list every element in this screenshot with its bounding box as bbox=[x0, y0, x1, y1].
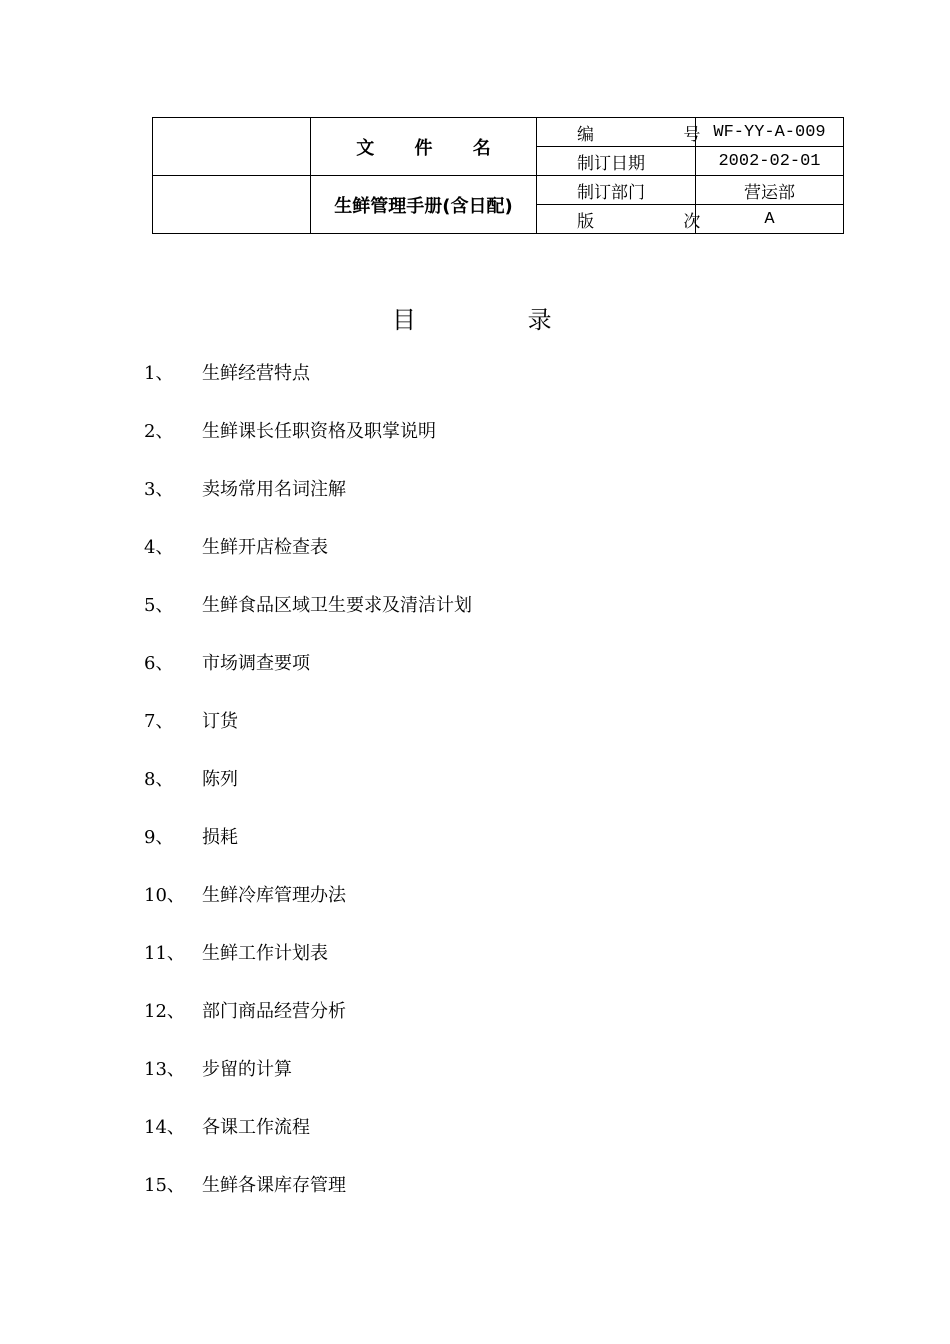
toc-item-number: 3、 bbox=[144, 479, 174, 500]
toc-item-text: 部门商品经营分析 bbox=[202, 1001, 346, 1022]
toc-item-text: 订货 bbox=[202, 711, 238, 732]
toc-item-text: 生鲜开店检查表 bbox=[202, 537, 328, 558]
toc-item-text: 生鲜冷库管理办法 bbox=[202, 885, 346, 906]
toc-item bbox=[144, 941, 472, 999]
toc-item bbox=[144, 1173, 472, 1231]
toc-item-number: 6、 bbox=[144, 653, 174, 674]
toc-item-text: 各课工作流程 bbox=[202, 1117, 310, 1138]
toc-item-number: 8、 bbox=[144, 769, 174, 790]
doc-label: 文 件 名 bbox=[356, 137, 508, 159]
blank-cell bbox=[153, 176, 311, 234]
field-label-date: 制订日期 bbox=[537, 147, 696, 176]
field-label-number: 编 号 bbox=[537, 118, 696, 147]
toc-item-text: 步留的计算 bbox=[202, 1059, 292, 1080]
toc-item bbox=[144, 477, 472, 535]
toc-item-number: 15、 bbox=[144, 1175, 185, 1196]
toc-item bbox=[144, 1057, 472, 1115]
toc-title: 目 录 bbox=[392, 306, 604, 334]
toc-list bbox=[144, 361, 472, 1231]
toc-item-text: 生鲜课长任职资格及职掌说明 bbox=[202, 421, 436, 442]
toc-item-number: 10、 bbox=[144, 885, 185, 906]
toc-item-text: 生鲜工作计划表 bbox=[202, 943, 328, 964]
toc-item-text: 陈列 bbox=[202, 769, 238, 790]
toc-item bbox=[144, 709, 472, 767]
toc-item-number: 1、 bbox=[144, 363, 174, 384]
toc-item-number: 9、 bbox=[144, 827, 174, 848]
field-value-number: WF-YY-A-009 bbox=[696, 118, 844, 147]
toc-item-number: 7、 bbox=[144, 711, 174, 732]
toc-item bbox=[144, 651, 472, 709]
toc-item-text: 市场调查要项 bbox=[202, 653, 310, 674]
toc-item-number: 2、 bbox=[144, 421, 174, 442]
toc-item-number: 5、 bbox=[144, 595, 174, 616]
toc-item-number: 4、 bbox=[144, 537, 174, 558]
toc-item-number: 13、 bbox=[144, 1059, 185, 1080]
doc-label-cell bbox=[311, 118, 537, 176]
toc-item bbox=[144, 883, 472, 941]
logo-cell bbox=[153, 118, 311, 176]
toc-item-text: 生鲜经营特点 bbox=[202, 363, 310, 384]
document-header-table bbox=[152, 117, 844, 234]
toc-item bbox=[144, 419, 472, 477]
toc-item bbox=[144, 825, 472, 883]
toc-item-text: 损耗 bbox=[202, 827, 238, 848]
field-label-version: 版 次 bbox=[537, 205, 696, 234]
doc-name: 生鲜管理手册(含日配) bbox=[311, 176, 537, 234]
field-value-department: 营运部 bbox=[696, 176, 844, 205]
toc-item-number: 14、 bbox=[144, 1117, 185, 1138]
toc-item bbox=[144, 999, 472, 1057]
toc-item bbox=[144, 361, 472, 419]
toc-item-text: 生鲜食品区域卫生要求及清洁计划 bbox=[202, 595, 472, 616]
field-value-version: A bbox=[696, 205, 844, 234]
toc-item bbox=[144, 593, 472, 651]
toc-item bbox=[144, 767, 472, 825]
field-value-date: 2002-02-01 bbox=[696, 147, 844, 176]
toc-item-number: 12、 bbox=[144, 1001, 185, 1022]
field-label-department: 制订部门 bbox=[537, 176, 696, 205]
toc-item bbox=[144, 535, 472, 593]
toc-item bbox=[144, 1115, 472, 1173]
toc-item-text: 生鲜各课库存管理 bbox=[202, 1175, 346, 1196]
toc-item-text: 卖场常用名词注解 bbox=[202, 479, 346, 500]
toc-item-number: 11、 bbox=[144, 943, 185, 964]
